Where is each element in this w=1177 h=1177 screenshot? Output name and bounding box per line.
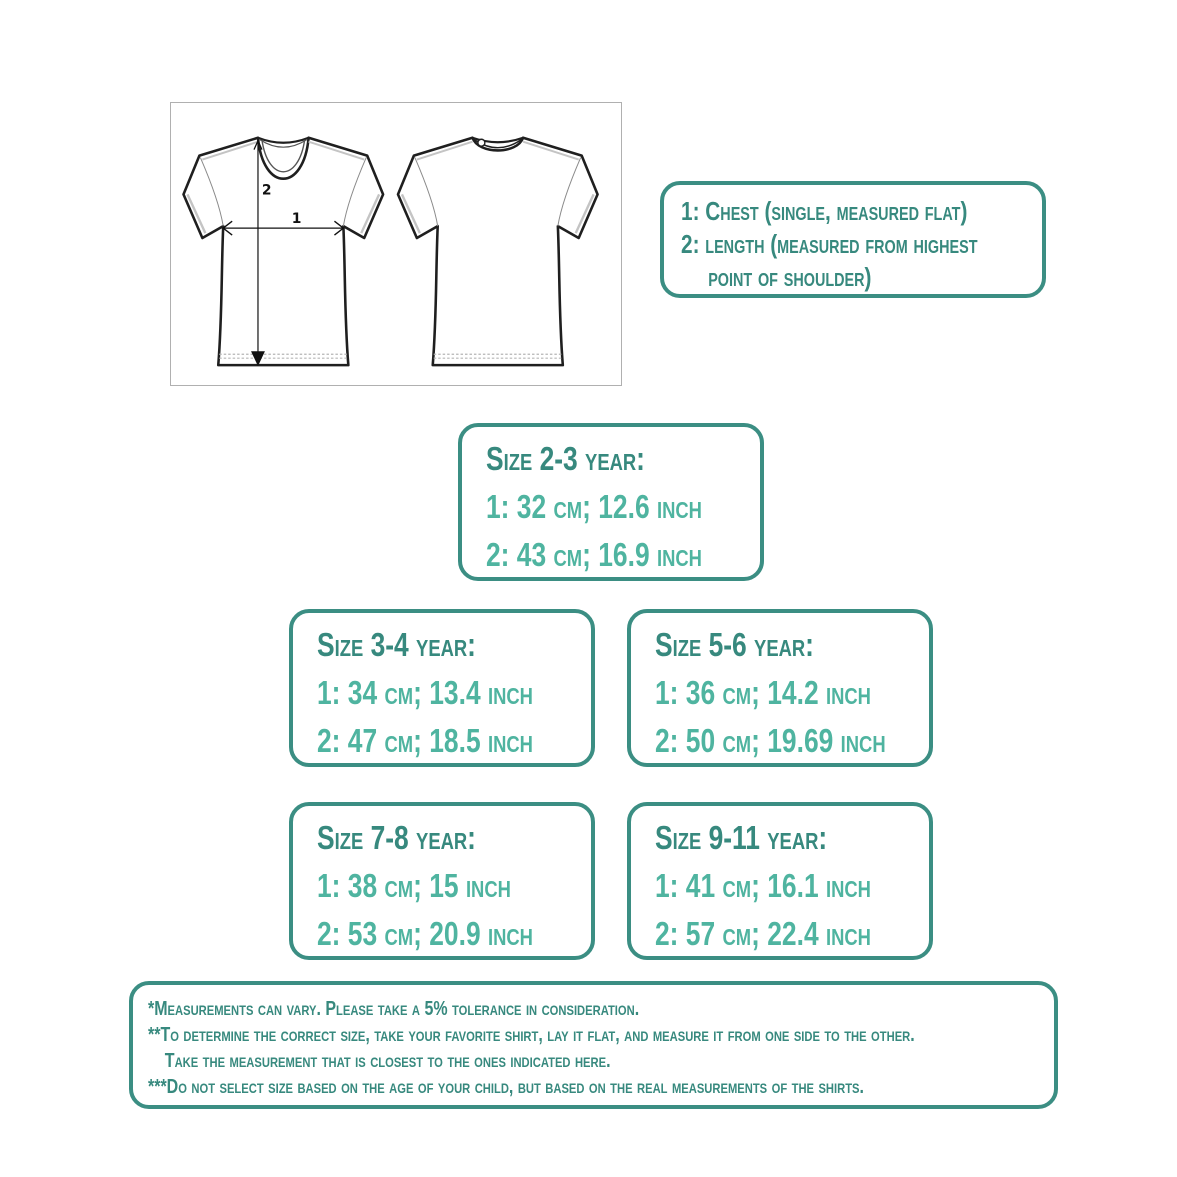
measurement-legend-box [660,181,1046,298]
legend-line-chest: 1: Chest (single, measured flat) [681,196,968,226]
size-chest-value: 1: 36 cm; 14.2 inch [655,674,871,711]
tshirt-diagram-frame [170,102,622,386]
size-length-value: 2: 50 cm; 19.69 inch [655,722,886,759]
tshirt-back [398,138,598,365]
size-length-value: 2: 57 cm; 22.4 inch [655,915,871,952]
chest-measure-label: 1 [291,211,302,228]
legend-line-length-cont: point of shoulder) [708,262,872,292]
size-box-2-3 [458,423,764,581]
legend-line-length: 2: length (measured from highest [681,229,978,259]
tshirt-front [184,138,384,366]
size-box-7-8 [289,802,595,960]
size-chest-value: 1: 34 cm; 13.4 inch [317,674,533,711]
size-chest-value: 1: 38 cm; 15 inch [317,867,511,904]
note-how-to-measure-cont: Take the measurement that is closest to the ones indicated here. [164,1050,611,1072]
size-length-value: 2: 47 cm; 18.5 inch [317,722,533,759]
size-title: Size 3-4 year: [317,626,476,663]
length-measure-label: 2 [261,182,272,199]
tshirt-diagram [171,103,621,385]
measurement-notes-box [129,981,1058,1109]
size-title: Size 7-8 year: [317,819,476,856]
note-age-warning: ***Do not select size based on the age of your child, but based on the real measurements of the shirts. [148,1076,864,1098]
size-title: Size 9-11 year: [655,819,828,856]
size-chest-value: 1: 32 cm; 12.6 inch [486,488,702,525]
collar-loop [478,139,485,146]
size-chest-value: 1: 41 cm; 16.1 inch [655,867,871,904]
note-how-to-measure: **To determine the correct size, take your favorite shirt, lay it flat, and measure it from one side to the other. [148,1024,915,1046]
note-tolerance: *Measurements can vary. Please take a 5% tolerance in consideration. [148,998,640,1020]
size-box-3-4 [289,609,595,767]
size-length-value: 2: 53 cm; 20.9 inch [317,915,533,952]
size-box-5-6 [627,609,933,767]
size-box-9-11 [627,802,933,960]
size-length-value: 2: 43 cm; 16.9 inch [486,536,702,573]
size-title: Size 2-3 year: [486,440,645,477]
size-title: Size 5-6 year: [655,626,814,663]
